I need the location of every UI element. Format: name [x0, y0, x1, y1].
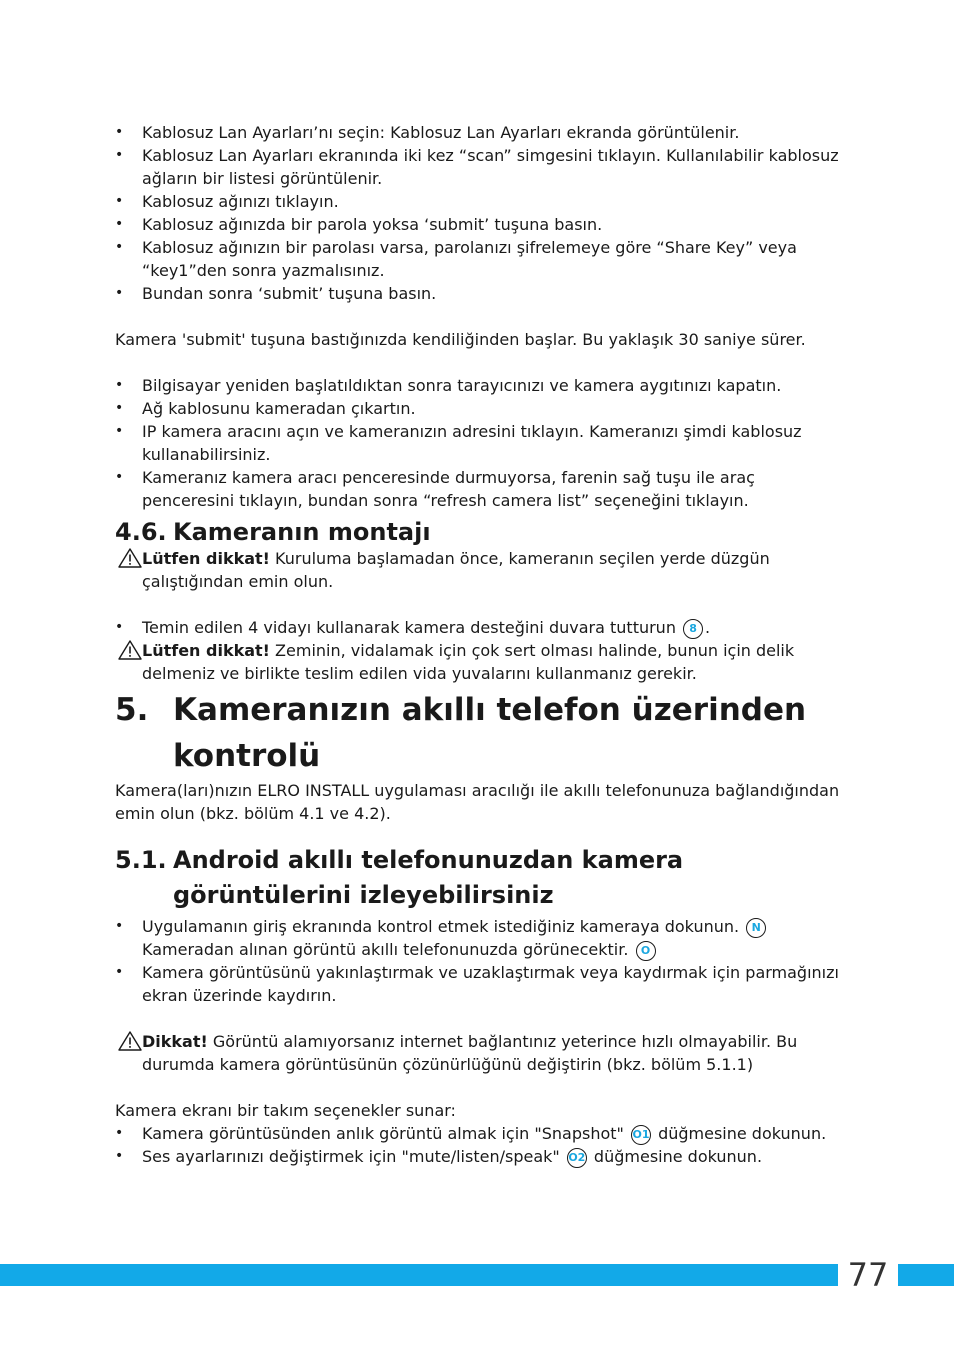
list-item: • Kablosuz ağınızda bir parola yoksa ‘submit’ tuşuna basın.: [115, 213, 845, 236]
list-item-text: Uygulamanın giriş ekranında kontrol etmek istediğiniz kameraya dokunun.: [142, 917, 745, 936]
mount-list: [115, 616, 845, 639]
warning-label: Lütfen dikkat!: [142, 641, 270, 660]
list-item: • Kablosuz Lan Ayarları’nı seçin: Kablosuz Lan Ayarları ekranda görüntülenir.: [115, 121, 845, 144]
footer-bar: [0, 1264, 954, 1286]
section-title: Kameranızın akıllı telefon üzerinden kontrolü: [173, 692, 807, 774]
figure-ref-badge: 8: [683, 619, 703, 639]
warning-label: Dikkat!: [142, 1032, 208, 1051]
warning-text: Görüntü alamıyorsanız internet bağlantınız yeterince hızlı olmayabilir. Bu durumda kamera görüntüsünün çözünürlüğünü değiştirin (bkz. bölüm 5.1.1): [142, 1032, 798, 1074]
list-item-text: Temin edilen 4 vidayı kullanarak kamera desteğini duvara tutturun: [142, 618, 682, 637]
figure-ref-badge: O: [636, 941, 656, 961]
warning-label: Lütfen dikkat!: [142, 549, 270, 568]
list-item-text: düğmesine dokunun.: [652, 1124, 827, 1143]
section-number: 5.: [115, 692, 149, 728]
figure-ref-badge: N: [746, 918, 766, 938]
list-item-text: .: [705, 618, 711, 637]
list-item: [115, 1145, 845, 1168]
list-item: • Kablosuz ağınızın bir parolası varsa, parolanızı şifrelemeye göre “Share Key” veya “key1”den sonra yazmalısınız.: [115, 236, 845, 282]
warning-triangle-icon: [118, 548, 142, 568]
list-item: • Bilgisayar yeniden başlatıldıktan sonra tarayıcınızı ve kamera aygıtınızı kapatın.: [115, 374, 845, 397]
list-item: • IP kamera aracını açın ve kameranızın adresini tıklayın. Kameranızı şimdi kablosuz kullanabilirsiniz.: [115, 420, 845, 466]
page-number: 77: [838, 1257, 898, 1293]
warning-text: Kuruluma başlamadan önce, kameranın seçilen yerde düzgün çalıştığından emin olun.: [142, 549, 770, 591]
figure-ref-badge: O2: [567, 1148, 587, 1168]
list-item: • Kablosuz Lan Ayarları ekranında iki kez “scan” simgesini tıklayın. Kullanılabilir kablosuz ağların bir listesi görüntülenir.: [115, 144, 845, 190]
android-steps-list: [115, 915, 845, 1007]
paragraph-submit: Kamera 'submit' tuşuna bastığınızda kendiliğinden başlar. Bu yaklaşık 30 saniye sürer.: [115, 330, 806, 349]
section-number: 5.1.: [115, 846, 167, 874]
list-item: [115, 616, 845, 639]
warning-note: [115, 547, 845, 593]
list-item-text: Kamera görüntüsünden anlık görüntü almak için "Snapshot": [142, 1124, 629, 1143]
options-list: [115, 1122, 845, 1168]
list-item: [115, 1122, 845, 1145]
list-item: [115, 915, 845, 961]
warning-note: [115, 1030, 845, 1076]
list-item: • Ağ kablosunu kameradan çıkartın.: [115, 397, 845, 420]
figure-ref-badge: O1: [631, 1125, 651, 1145]
section-heading-5: [115, 687, 845, 779]
list-item: • Kamera görüntüsünü yakınlaştırmak ve uzaklaştırmak veya kaydırmak için parmağınızı ekran üzerinde kaydırın.: [115, 961, 845, 1007]
paragraph-elro: Kamera(ları)nızın ELRO INSTALL uygulaması aracılığı ile akıllı telefonunuza bağlandığından emin olun (bkz. bölüm 4.1 ve 4.2).: [115, 781, 840, 823]
warning-text: Zeminin, vidalamak için çok sert olması halinde, bunun için delik delmeniz ve birlikte teslim edilen vida yuvalarını kullanmanız gerekir.: [142, 641, 795, 683]
page-content: [115, 121, 845, 1168]
warning-triangle-icon: [118, 1031, 142, 1051]
paragraph-options: Kamera ekranı bir takım seçenekler sunar:: [115, 1101, 456, 1120]
list-item: • Kameranız kamera aracı penceresinde durmuyorsa, farenin sağ tuşu ile araç penceresini tıklayın, bundan sonra “refresh camera list” seçeneğini tıklayın.: [115, 466, 845, 512]
section-title: Kameranın montajı: [173, 518, 431, 546]
section-heading-5-1: [115, 843, 845, 913]
restart-steps-list: [115, 374, 845, 512]
list-item-text: Ses ayarlarınızı değiştirmek için "mute/listen/speak": [142, 1147, 565, 1166]
section-heading-4-6: [115, 517, 845, 547]
warning-triangle-icon: [118, 640, 142, 660]
list-item-text: düğmesine dokunun.: [588, 1147, 763, 1166]
list-item: • Bundan sonra ‘submit’ tuşuna basın.: [115, 282, 845, 305]
section-title: Android akıllı telefonunuzdan kamera görüntülerini izleyebilirsiniz: [173, 846, 684, 909]
list-item-text: Kameradan alınan görüntü akıllı telefonunuzda görünecektir.: [142, 940, 634, 959]
warning-note: [115, 639, 845, 685]
list-item: • Kablosuz ağınızı tıklayın.: [115, 190, 845, 213]
wireless-steps-list: [115, 121, 845, 305]
section-number: 4.6.: [115, 518, 167, 546]
